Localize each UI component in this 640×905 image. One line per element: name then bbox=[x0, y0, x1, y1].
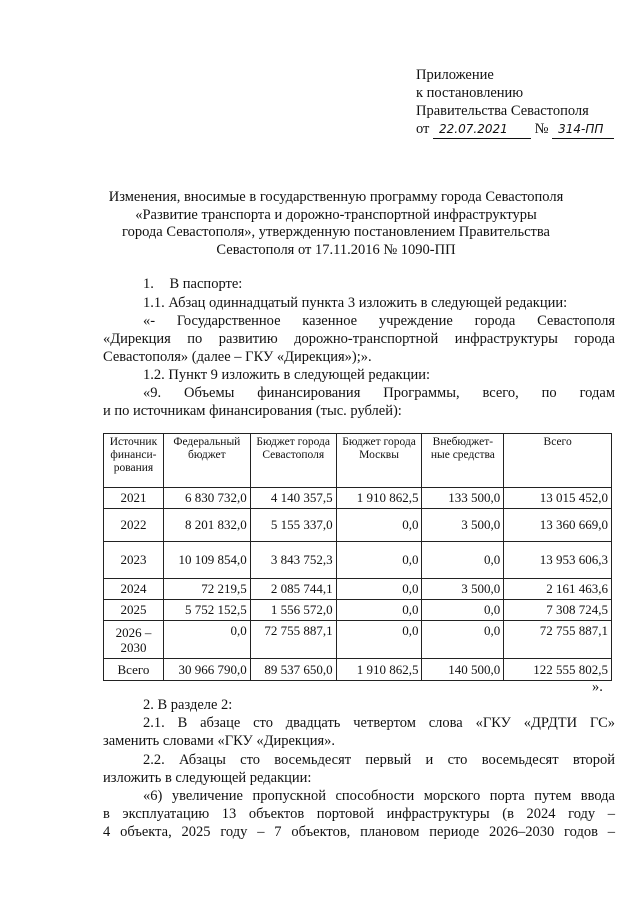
cell-total: 7 308 724,5 bbox=[504, 600, 612, 621]
table-row bbox=[104, 542, 612, 579]
quote-closing: ». bbox=[592, 679, 603, 695]
cell-moscow: 0,0 bbox=[336, 621, 422, 659]
cell-federal: 8 201 832,0 bbox=[163, 509, 250, 542]
cell-federal: 30 966 790,0 bbox=[163, 659, 250, 681]
table-row bbox=[104, 509, 612, 542]
cell-total: 72 755 887,1 bbox=[504, 621, 612, 659]
clause-2-1 bbox=[103, 714, 615, 750]
cell-extra: 3 500,0 bbox=[422, 509, 504, 542]
cell-federal: 72 219,5 bbox=[163, 579, 250, 600]
quote-2 bbox=[103, 384, 615, 420]
cell-extra: 0,0 bbox=[422, 600, 504, 621]
cell-total: 13 953 606,3 bbox=[504, 542, 612, 579]
cell-year: Всего bbox=[104, 659, 164, 681]
clause-1-2: 1.2. Пункт 9 изложить в следующей редакции: bbox=[143, 367, 431, 383]
quote-3-line-2: в эксплуатацию 13 объектов портовой инфраструктуры (в 2024 году – bbox=[103, 806, 615, 822]
cell-extra: 0,0 bbox=[422, 621, 504, 659]
cell-year: 2025 bbox=[104, 600, 164, 621]
header-source: Источник финанси-рования bbox=[104, 434, 164, 488]
cell-city: 5 155 337,0 bbox=[250, 509, 336, 542]
cell-year: 2023 bbox=[104, 542, 164, 579]
document-title bbox=[92, 189, 580, 259]
table-header-row bbox=[104, 434, 612, 488]
quote-1-line-2: «Дирекция по развитию дорожно-транспортной инфраструктуры города bbox=[103, 331, 615, 347]
clause-2-2-line-1: 2.2. Абзацы сто восемьдесят первый и сто восемьдесят второй bbox=[143, 752, 615, 768]
appendix-line-2: к постановлению bbox=[416, 85, 524, 101]
appendix-date-line bbox=[416, 120, 614, 139]
cell-federal: 0,0 bbox=[163, 621, 250, 659]
cell-extra: 3 500,0 bbox=[422, 579, 504, 600]
quote-3 bbox=[103, 787, 615, 841]
title-line-1: Изменения, вносимые в государственную программу города Севастополя bbox=[108, 189, 564, 205]
table-row bbox=[104, 621, 612, 659]
cell-moscow: 1 910 862,5 bbox=[336, 659, 422, 681]
cell-city: 72 755 887,1 bbox=[250, 621, 336, 659]
section-1-number: 1. bbox=[143, 276, 154, 292]
cell-city: 2 085 744,1 bbox=[250, 579, 336, 600]
cell-year: 2024 bbox=[104, 579, 164, 600]
section-1-text: В паспорте: bbox=[169, 276, 243, 292]
cell-moscow: 0,0 bbox=[336, 542, 422, 579]
appendix-line-3: Правительства Севастополя bbox=[416, 103, 589, 119]
header-extra: Внебюджет-ные средства bbox=[422, 434, 504, 488]
handwritten-number: 314-ПП bbox=[552, 120, 614, 139]
appendix-line-1: Приложение bbox=[416, 67, 494, 83]
quote-3-line-3: 4 объекта, 2025 году – 7 объектов, плановом периоде 2026–2030 годов – bbox=[103, 824, 615, 840]
cell-total: 13 015 452,0 bbox=[504, 488, 612, 509]
quote-3-line-1: «6) увеличение пропускной способности морского порта путем ввода bbox=[143, 788, 615, 804]
clause-2-2 bbox=[103, 751, 615, 787]
header-federal: Федеральный бюджет bbox=[163, 434, 250, 488]
handwritten-date: 22.07.2021 bbox=[433, 120, 531, 139]
clause-1-1: 1.1. Абзац одиннадцатый пункта 3 изложить в следующей редакции: bbox=[143, 295, 568, 311]
quote-1-line-1: «- Государственное казенное учреждение города Севастополя bbox=[143, 313, 615, 329]
cell-city: 3 843 752,3 bbox=[250, 542, 336, 579]
header-total: Всего bbox=[504, 434, 612, 488]
cell-total: 13 360 669,0 bbox=[504, 509, 612, 542]
quote-2-line-1: «9. Объемы финансирования Программы, всего, по годам bbox=[143, 385, 615, 401]
cell-total: 122 555 802,5 bbox=[504, 659, 612, 681]
number-prefix: № bbox=[534, 121, 549, 137]
quote-1-line-3: Севастополя» (далее – ГКУ «Дирекция»);». bbox=[103, 349, 372, 365]
cell-moscow: 0,0 bbox=[336, 579, 422, 600]
cell-year: 2021 bbox=[104, 488, 164, 509]
clause-2-1-line-1: 2.1. В абзаце сто двадцать четвертом слова «ГКУ «ДРДТИ ГС» bbox=[143, 715, 615, 731]
cell-extra: 0,0 bbox=[422, 542, 504, 579]
title-line-4: Севастополя от 17.11.2016 № 1090-ПП bbox=[216, 241, 456, 258]
cell-federal: 5 752 152,5 bbox=[163, 600, 250, 621]
cell-extra: 133 500,0 bbox=[422, 488, 504, 509]
cell-moscow: 0,0 bbox=[336, 600, 422, 621]
table-total-row bbox=[104, 659, 612, 681]
title-line-3: города Севастополя», утвержденную постановлением Правительства bbox=[122, 224, 550, 240]
clause-2-1-line-2: заменить словами «ГКУ «Дирекция». bbox=[103, 733, 336, 749]
cell-extra: 140 500,0 bbox=[422, 659, 504, 681]
cell-year: 2022 bbox=[104, 509, 164, 542]
date-prefix: от bbox=[416, 121, 430, 137]
cell-city: 1 556 572,0 bbox=[250, 600, 336, 621]
section-2-heading: 2. В разделе 2: bbox=[143, 697, 233, 713]
appendix-block bbox=[416, 66, 614, 139]
title-line-2: «Развитие транспорта и дорожно-транспортной инфраструктуры bbox=[135, 206, 537, 223]
table-row bbox=[104, 488, 612, 509]
cell-year: 2026 – 2030 bbox=[104, 621, 164, 659]
header-moscow: Бюджет города Москвы bbox=[336, 434, 422, 488]
cell-city: 89 537 650,0 bbox=[250, 659, 336, 681]
quote-1 bbox=[103, 312, 615, 366]
cell-federal: 6 830 732,0 bbox=[163, 488, 250, 509]
section-1-heading bbox=[103, 275, 615, 293]
table-row bbox=[104, 579, 612, 600]
cell-city: 4 140 357,5 bbox=[250, 488, 336, 509]
financing-table bbox=[103, 433, 612, 681]
cell-moscow: 0,0 bbox=[336, 509, 422, 542]
cell-moscow: 1 910 862,5 bbox=[336, 488, 422, 509]
cell-federal: 10 109 854,0 bbox=[163, 542, 250, 579]
quote-2-line-2: и по источникам финансирования (тыс. рублей): bbox=[103, 403, 402, 419]
header-city: Бюджет города Севастополя bbox=[250, 434, 336, 488]
table-row bbox=[104, 600, 612, 621]
clause-2-2-line-2: изложить в следующей редакции: bbox=[103, 770, 312, 786]
cell-total: 2 161 463,6 bbox=[504, 579, 612, 600]
